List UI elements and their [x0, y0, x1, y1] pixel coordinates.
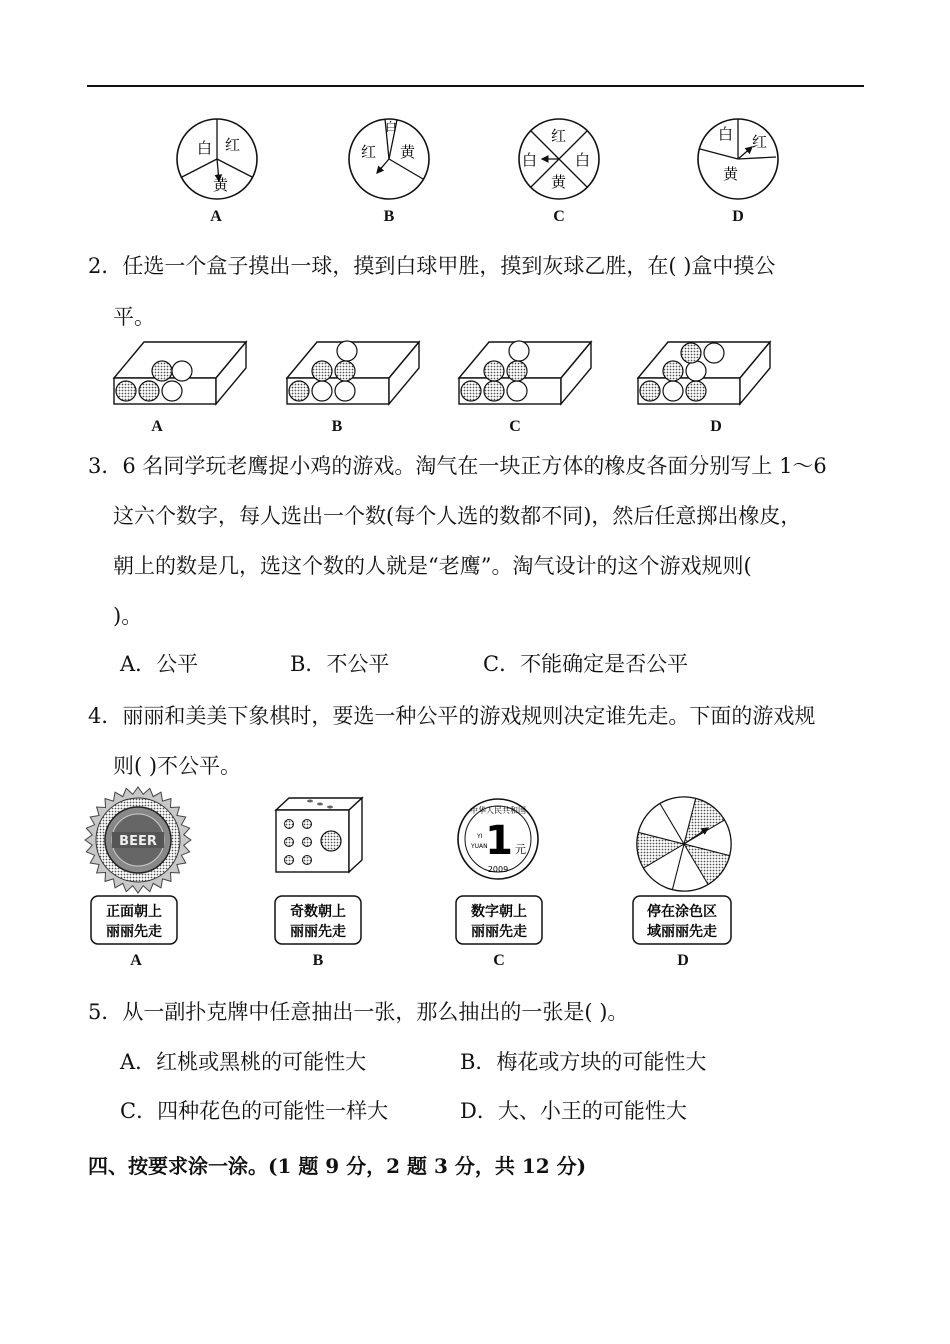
q4-rule-box-b [274, 895, 362, 945]
q1-a-region-1: 白 [197, 139, 213, 157]
q1-a-region-3: 黄 [213, 176, 229, 194]
q4-rule-a-line1: 正面朝上 [106, 904, 162, 920]
q3-choice-b: B．不公平 [290, 652, 390, 676]
q2-label-c: C [509, 418, 521, 435]
q3-line-3: 朝上的数是几，选这个数的人就是“老鹰”。淘气设计的这个游戏规则( [113, 554, 752, 578]
dice-icon [273, 796, 365, 874]
q5-choice-d: D．大、小王的可能性大 [460, 1099, 687, 1123]
q1-a-region-2: 红 [225, 136, 241, 154]
q5-choice-b: B．梅花或方块的可能性大 [460, 1050, 707, 1074]
q4-line-2: 则( )不公平。 [113, 754, 242, 778]
q5-line-1: 5．从一副扑克牌中任意抽出一张，那么抽出的一张是( )。 [88, 1000, 629, 1024]
coin-rim-text: 中华人民共和国 [470, 806, 526, 815]
q2-label-b: B [331, 418, 343, 435]
bottle-cap-brand: BEER [119, 834, 157, 849]
q4-label-a: A [130, 952, 142, 969]
q1-spinner-b [347, 117, 431, 201]
q4-rule-box-a [90, 895, 178, 945]
q1-d-region-1: 白 [718, 125, 734, 143]
q4-label-c: C [493, 952, 505, 969]
q1-d-region-3: 黄 [723, 165, 739, 183]
coin-pinyin-2: YUAN [471, 843, 488, 850]
q4-label-b: B [312, 952, 324, 969]
bottle-cap-icon [84, 786, 192, 894]
q4-rule-box-c [455, 895, 543, 945]
q2-box-d [636, 338, 774, 408]
coin-unit: 元 [515, 843, 526, 856]
q2-line-2: 平。 [113, 305, 155, 329]
q4-rule-b-line1: 奇数朝上 [290, 904, 346, 920]
q2-label-a: A [151, 418, 163, 435]
q4-rule-a-line2: 丽丽先走 [106, 924, 162, 940]
q2-label-d: D [710, 418, 722, 435]
q4-label-d: D [677, 952, 689, 969]
coin-year: 2009 [487, 865, 509, 874]
q1-label-b: B [383, 208, 395, 225]
q4-rule-c-line2: 丽丽先走 [471, 924, 527, 940]
q4-rule-d-line1: 停在涂色区 [647, 904, 717, 920]
coin-pinyin-1: YI [477, 833, 483, 840]
q4-line-1: 4．丽丽和美美下象棋时，要选一种公平的游戏规则决定谁先走。下面的游戏规 [88, 704, 816, 728]
q1-label-c: C [553, 208, 565, 225]
q1-spinner-c [517, 117, 601, 201]
shaded-spinner-icon [634, 794, 734, 894]
q4-rule-box-d [632, 895, 732, 945]
q1-b-region-2: 红 [361, 143, 377, 161]
header-rule [87, 85, 864, 87]
q1-c-region-1: 红 [551, 127, 567, 145]
q1-d-region-2: 红 [752, 133, 768, 151]
q5-choice-a: A．红桃或黑桃的可能性大 [120, 1050, 367, 1074]
coin-value: 1 [485, 818, 513, 864]
q3-choice-a: A．公平 [120, 652, 199, 676]
q1-spinner-a [175, 117, 259, 201]
q2-box-b [285, 338, 423, 408]
coin-icon [455, 796, 541, 882]
q1-b-region-1: 白 [385, 120, 398, 134]
q2-box-a [112, 338, 250, 408]
q1-c-region-4: 黄 [551, 173, 567, 191]
q4-rule-c-line1: 数字朝上 [471, 904, 527, 920]
q3-line-2: 这六个数字，每人选出一个数(每个人选的数都不同)，然后任意掷出橡皮， [113, 504, 802, 528]
q3-line-4: )。 [113, 604, 143, 628]
q1-b-region-3: 黄 [400, 143, 416, 161]
q1-label-d: D [732, 208, 744, 225]
q3-choice-c: C．不能确定是否公平 [483, 652, 689, 676]
q1-label-a: A [210, 208, 222, 225]
q4-rule-b-line2: 丽丽先走 [290, 924, 346, 940]
q2-box-c [457, 338, 595, 408]
q3-line-1: 3．6 名同学玩老鹰捉小鸡的游戏。淘气在一块正方体的橡皮各面分别写上 1～6 [88, 454, 827, 478]
q4-rule-d-line2: 域丽丽先走 [647, 924, 717, 940]
q2-line-1: 2．任选一个盒子摸出一球，摸到白球甲胜，摸到灰球乙胜，在( )盒中摸公 [88, 254, 776, 278]
q1-c-region-3: 白 [575, 151, 591, 169]
section-4-title: 四、按要求涂一涂。(1 题 9 分，2 题 3 分，共 12 分) [88, 1154, 587, 1178]
q5-choice-c: C．四种花色的可能性一样大 [120, 1099, 389, 1123]
q1-spinner-d [696, 117, 780, 201]
q1-c-region-2: 白 [522, 151, 538, 169]
